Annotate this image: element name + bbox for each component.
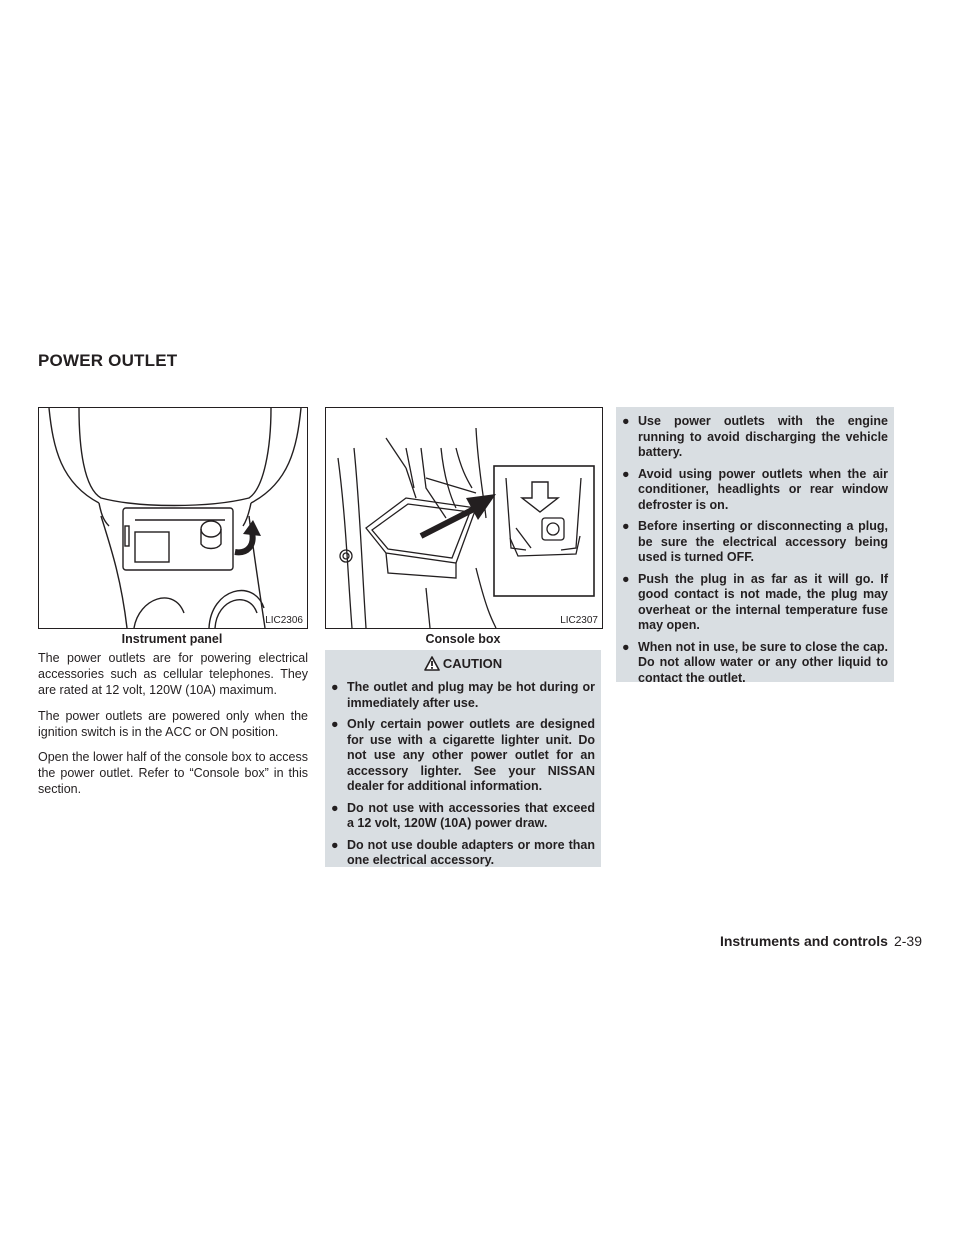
list-item-text: Do not use with accessories that exceed a 12 volt, 120W (10A) power draw. bbox=[347, 800, 595, 830]
list-item-text: When not in use, be sure to close the cap. Do not allow water or any other liquid to contact the outlet. bbox=[638, 639, 888, 685]
figure-caption: Instrument panel bbox=[121, 632, 223, 646]
body-text bbox=[38, 650, 308, 807]
caution-box bbox=[325, 650, 601, 867]
list-item-text: Do not use double adapters or more than one electrical accessory. bbox=[347, 837, 595, 867]
figure-code: LIC2307 bbox=[560, 615, 598, 626]
figure-code: LIC2306 bbox=[265, 615, 303, 626]
list-item-text: Push the plug in as far as it will go. If good contact is not made, the plug may overheat or the internal temperature fuse may open. bbox=[638, 571, 888, 632]
list-item bbox=[331, 801, 595, 832]
bullet-icon: ● bbox=[622, 414, 630, 428]
list-item bbox=[622, 467, 888, 514]
list-item-text: Only certain power outlets are designed for use with a cigarette lighter unit. Do not use any other power outlet for an accessory lighter. See your NISSAN dealer for additional information. bbox=[347, 717, 595, 793]
list-item bbox=[622, 572, 888, 634]
list-item-text: Avoid using power outlets when the air conditioner, headlights or rear window defroster is on. bbox=[638, 466, 888, 512]
instrument-panel-illustration bbox=[39, 408, 307, 628]
paragraph: Open the lower half of the console box to access the power outlet. Refer to “Console box” in this section. bbox=[38, 750, 308, 797]
section-title: POWER OUTLET bbox=[38, 351, 178, 370]
bullet-icon: ● bbox=[331, 837, 339, 852]
list-item bbox=[331, 680, 595, 711]
bullet-icon: ● bbox=[622, 571, 630, 586]
figure-caption: Console box bbox=[425, 632, 501, 646]
caution-list bbox=[331, 680, 595, 869]
list-item bbox=[331, 838, 595, 869]
caution-list-continued bbox=[622, 414, 888, 686]
paragraph: The power outlets are for powering electrical accessories such as cellular telephones. They are rated at 12 volt, 120W (10A) maximum. bbox=[38, 651, 308, 698]
caution-box-continued bbox=[616, 407, 894, 685]
figure-instrument-panel bbox=[38, 407, 308, 629]
footer-section-name: Instruments and controls bbox=[719, 933, 888, 949]
console-box-illustration bbox=[326, 408, 602, 628]
list-item bbox=[622, 640, 888, 687]
bullet-icon: ● bbox=[622, 519, 630, 533]
caution-title: CAUTION bbox=[442, 656, 503, 671]
page-number: 2-39 bbox=[893, 933, 922, 949]
list-item bbox=[622, 414, 888, 461]
bullet-icon: ● bbox=[331, 717, 339, 731]
list-item bbox=[331, 717, 595, 795]
paragraph: The power outlets are powered only when the ignition switch is in the ACC or ON position. bbox=[38, 708, 308, 739]
bullet-icon: ● bbox=[622, 639, 630, 654]
caution-heading bbox=[331, 656, 595, 674]
list-item bbox=[622, 519, 888, 566]
page-footer bbox=[720, 933, 922, 949]
list-item-text: The outlet and plug may be hot during or immediately after use. bbox=[347, 680, 595, 710]
warning-triangle-icon bbox=[424, 656, 440, 674]
list-item-text: Before inserting or disconnecting a plug, be sure the electrical accessory being used is turned OFF. bbox=[638, 519, 888, 564]
bullet-icon: ● bbox=[331, 800, 339, 815]
list-item-text: Use power outlets with the engine running to avoid discharging the vehicle battery. bbox=[638, 414, 888, 459]
figure-console-box bbox=[325, 407, 603, 629]
bullet-icon: ● bbox=[622, 466, 630, 481]
bullet-icon: ● bbox=[331, 680, 339, 694]
